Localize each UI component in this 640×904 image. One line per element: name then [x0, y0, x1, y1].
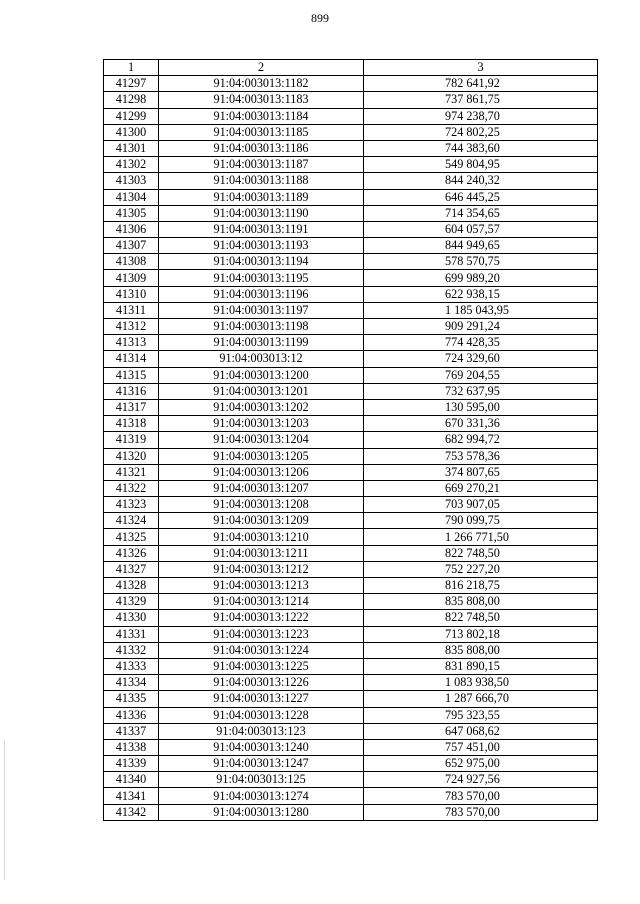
row-number-cell: 41327	[104, 561, 159, 577]
table-row	[104, 448, 598, 464]
cadastral-number-cell: 91:04:003013:1228	[159, 707, 364, 723]
row-number-cell: 41301	[104, 140, 159, 156]
table-row	[104, 497, 598, 513]
value-cell: 713 802,18	[364, 626, 598, 642]
value-cell: 782 641,92	[364, 76, 598, 92]
cadastral-number-cell: 91:04:003013:1226	[159, 675, 364, 691]
row-number-cell: 41313	[104, 335, 159, 351]
table-row	[104, 432, 598, 448]
table-row	[104, 286, 598, 302]
table-row	[104, 319, 598, 335]
table-row	[104, 513, 598, 529]
cadastral-number-cell: 91:04:003013:1224	[159, 642, 364, 658]
cadastral-number-cell: 91:04:003013:1227	[159, 691, 364, 707]
table-row	[104, 707, 598, 723]
row-number-cell: 41340	[104, 772, 159, 788]
table-row	[104, 756, 598, 772]
row-number-cell: 41324	[104, 513, 159, 529]
row-number-cell: 41311	[104, 302, 159, 318]
cadastral-number-cell: 91:04:003013:1194	[159, 254, 364, 270]
value-cell: 835 808,00	[364, 642, 598, 658]
cadastral-number-cell: 91:04:003013:1207	[159, 480, 364, 496]
table-row	[104, 367, 598, 383]
value-cell: 783 570,00	[364, 788, 598, 804]
table-row	[104, 464, 598, 480]
row-number-cell: 41304	[104, 189, 159, 205]
cadastral-number-cell: 91:04:003013:1214	[159, 594, 364, 610]
value-cell: 724 329,60	[364, 351, 598, 367]
table-row	[104, 399, 598, 415]
value-cell: 737 861,75	[364, 92, 598, 108]
value-cell: 795 323,55	[364, 707, 598, 723]
row-number-cell: 41302	[104, 157, 159, 173]
value-cell: 374 807,65	[364, 464, 598, 480]
value-cell: 822 748,50	[364, 545, 598, 561]
value-cell: 774 428,35	[364, 335, 598, 351]
column-header-1: 1	[104, 60, 159, 76]
row-number-cell: 41336	[104, 707, 159, 723]
value-cell: 844 949,65	[364, 238, 598, 254]
value-cell: 646 445,25	[364, 189, 598, 205]
row-number-cell: 41310	[104, 286, 159, 302]
table-row	[104, 173, 598, 189]
table-row	[104, 92, 598, 108]
cadastral-number-cell: 91:04:003013:1204	[159, 432, 364, 448]
value-cell: 669 270,21	[364, 480, 598, 496]
page-number: 899	[311, 11, 329, 25]
value-cell: 790 099,75	[364, 513, 598, 529]
row-number-cell: 41320	[104, 448, 159, 464]
data-table	[103, 59, 598, 821]
value-cell: 1 266 771,50	[364, 529, 598, 545]
table-row	[104, 610, 598, 626]
value-cell: 744 383,60	[364, 140, 598, 156]
value-cell: 831 890,15	[364, 658, 598, 674]
table-row	[104, 739, 598, 755]
row-number-cell: 41305	[104, 205, 159, 221]
table-row	[104, 351, 598, 367]
row-number-cell: 41335	[104, 691, 159, 707]
row-number-cell: 41326	[104, 545, 159, 561]
table-row	[104, 416, 598, 432]
cadastral-number-cell: 91:04:003013:1222	[159, 610, 364, 626]
cadastral-number-cell: 91:04:003013:1205	[159, 448, 364, 464]
table-row	[104, 626, 598, 642]
cadastral-number-cell: 91:04:003013:125	[159, 772, 364, 788]
value-cell: 1 287 666,70	[364, 691, 598, 707]
column-header-3: 3	[364, 60, 598, 76]
value-cell: 769 204,55	[364, 367, 598, 383]
table-row	[104, 788, 598, 804]
cadastral-number-cell: 91:04:003013:12	[159, 351, 364, 367]
value-cell: 652 975,00	[364, 756, 598, 772]
value-cell: 1 185 043,95	[364, 302, 598, 318]
table-row	[104, 691, 598, 707]
cadastral-number-cell: 91:04:003013:1202	[159, 399, 364, 415]
table-row	[104, 205, 598, 221]
row-number-cell: 41303	[104, 173, 159, 189]
table-row	[104, 675, 598, 691]
row-number-cell: 41318	[104, 416, 159, 432]
cadastral-number-cell: 91:04:003013:1198	[159, 319, 364, 335]
row-number-cell: 41333	[104, 658, 159, 674]
value-cell: 752 227,20	[364, 561, 598, 577]
scan-edge-line	[4, 740, 5, 880]
cadastral-number-cell: 91:04:003013:1186	[159, 140, 364, 156]
row-number-cell: 41309	[104, 270, 159, 286]
row-number-cell: 41321	[104, 464, 159, 480]
cadastral-number-cell: 91:04:003013:1213	[159, 578, 364, 594]
cadastral-number-cell: 91:04:003013:1225	[159, 658, 364, 674]
table-row	[104, 108, 598, 124]
cadastral-number-cell: 91:04:003013:1193	[159, 238, 364, 254]
table-row	[104, 238, 598, 254]
cadastral-number-cell: 91:04:003013:1206	[159, 464, 364, 480]
row-number-cell: 41341	[104, 788, 159, 804]
row-number-cell: 41306	[104, 221, 159, 237]
cadastral-number-cell: 91:04:003013:1223	[159, 626, 364, 642]
cadastral-number-cell: 91:04:003013:1247	[159, 756, 364, 772]
table-row	[104, 480, 598, 496]
value-cell: 724 802,25	[364, 124, 598, 140]
row-number-cell: 41339	[104, 756, 159, 772]
cadastral-number-cell: 91:04:003013:1195	[159, 270, 364, 286]
value-cell: 835 808,00	[364, 594, 598, 610]
row-number-cell: 41334	[104, 675, 159, 691]
value-cell: 732 637,95	[364, 383, 598, 399]
cadastral-number-cell: 91:04:003013:1280	[159, 804, 364, 820]
table-row	[104, 772, 598, 788]
table-row	[104, 221, 598, 237]
value-cell: 682 994,72	[364, 432, 598, 448]
row-number-cell: 41325	[104, 529, 159, 545]
row-number-cell: 41328	[104, 578, 159, 594]
value-cell: 703 907,05	[364, 497, 598, 513]
table-row	[104, 383, 598, 399]
cadastral-number-cell: 91:04:003013:1209	[159, 513, 364, 529]
table-row	[104, 140, 598, 156]
value-cell: 647 068,62	[364, 723, 598, 739]
cadastral-number-cell: 91:04:003013:1188	[159, 173, 364, 189]
value-cell: 604 057,57	[364, 221, 598, 237]
value-cell: 549 804,95	[364, 157, 598, 173]
column-header-2: 2	[159, 60, 364, 76]
table-body	[104, 76, 598, 821]
row-number-cell: 41329	[104, 594, 159, 610]
value-cell: 844 240,32	[364, 173, 598, 189]
table-row	[104, 642, 598, 658]
cadastral-number-cell: 91:04:003013:1210	[159, 529, 364, 545]
cadastral-number-cell: 91:04:003013:1200	[159, 367, 364, 383]
table-row	[104, 254, 598, 270]
cadastral-number-cell: 91:04:003013:1201	[159, 383, 364, 399]
row-number-cell: 41315	[104, 367, 159, 383]
row-number-cell: 41319	[104, 432, 159, 448]
table-row	[104, 545, 598, 561]
row-number-cell: 41342	[104, 804, 159, 820]
table-row	[104, 658, 598, 674]
table-row	[104, 157, 598, 173]
value-cell: 822 748,50	[364, 610, 598, 626]
value-cell: 622 938,15	[364, 286, 598, 302]
table-row	[104, 529, 598, 545]
value-cell: 130 595,00	[364, 399, 598, 415]
table-row	[104, 270, 598, 286]
row-number-cell: 41314	[104, 351, 159, 367]
table-header	[104, 60, 598, 76]
cadastral-number-cell: 91:04:003013:1274	[159, 788, 364, 804]
table-row	[104, 723, 598, 739]
value-cell: 816 218,75	[364, 578, 598, 594]
cadastral-number-cell: 91:04:003013:1212	[159, 561, 364, 577]
value-cell: 974 238,70	[364, 108, 598, 124]
row-number-cell: 41312	[104, 319, 159, 335]
value-cell: 724 927,56	[364, 772, 598, 788]
row-number-cell: 41298	[104, 92, 159, 108]
cadastral-number-cell: 91:04:003013:123	[159, 723, 364, 739]
table-row	[104, 561, 598, 577]
cadastral-number-cell: 91:04:003013:1191	[159, 221, 364, 237]
value-cell: 578 570,75	[364, 254, 598, 270]
value-cell: 753 578,36	[364, 448, 598, 464]
value-cell: 909 291,24	[364, 319, 598, 335]
row-number-cell: 41307	[104, 238, 159, 254]
row-number-cell: 41297	[104, 76, 159, 92]
table-row	[104, 189, 598, 205]
row-number-cell: 41323	[104, 497, 159, 513]
cadastral-number-cell: 91:04:003013:1211	[159, 545, 364, 561]
cadastral-number-cell: 91:04:003013:1197	[159, 302, 364, 318]
row-number-cell: 41299	[104, 108, 159, 124]
cadastral-number-cell: 91:04:003013:1189	[159, 189, 364, 205]
value-cell: 699 989,20	[364, 270, 598, 286]
row-number-cell: 41316	[104, 383, 159, 399]
value-cell: 757 451,00	[364, 739, 598, 755]
cadastral-number-cell: 91:04:003013:1184	[159, 108, 364, 124]
row-number-cell: 41337	[104, 723, 159, 739]
value-cell: 670 331,36	[364, 416, 598, 432]
row-number-cell: 41338	[104, 739, 159, 755]
cadastral-number-cell: 91:04:003013:1190	[159, 205, 364, 221]
cadastral-number-cell: 91:04:003013:1185	[159, 124, 364, 140]
table-row	[104, 302, 598, 318]
row-number-cell: 41317	[104, 399, 159, 415]
row-number-cell: 41322	[104, 480, 159, 496]
cadastral-number-cell: 91:04:003013:1187	[159, 157, 364, 173]
cadastral-number-cell: 91:04:003013:1208	[159, 497, 364, 513]
cadastral-number-cell: 91:04:003013:1196	[159, 286, 364, 302]
cadastral-number-cell: 91:04:003013:1199	[159, 335, 364, 351]
header-row	[104, 60, 598, 76]
value-cell: 1 083 938,50	[364, 675, 598, 691]
cadastral-number-cell: 91:04:003013:1182	[159, 76, 364, 92]
cadastral-number-cell: 91:04:003013:1203	[159, 416, 364, 432]
table-row	[104, 335, 598, 351]
table-row	[104, 578, 598, 594]
row-number-cell: 41331	[104, 626, 159, 642]
row-number-cell: 41330	[104, 610, 159, 626]
table-row	[104, 804, 598, 820]
table-row	[104, 76, 598, 92]
table-row	[104, 594, 598, 610]
value-cell: 783 570,00	[364, 804, 598, 820]
row-number-cell: 41332	[104, 642, 159, 658]
row-number-cell: 41300	[104, 124, 159, 140]
cadastral-number-cell: 91:04:003013:1183	[159, 92, 364, 108]
cadastral-number-cell: 91:04:003013:1240	[159, 739, 364, 755]
row-number-cell: 41308	[104, 254, 159, 270]
value-cell: 714 354,65	[364, 205, 598, 221]
table-row	[104, 124, 598, 140]
